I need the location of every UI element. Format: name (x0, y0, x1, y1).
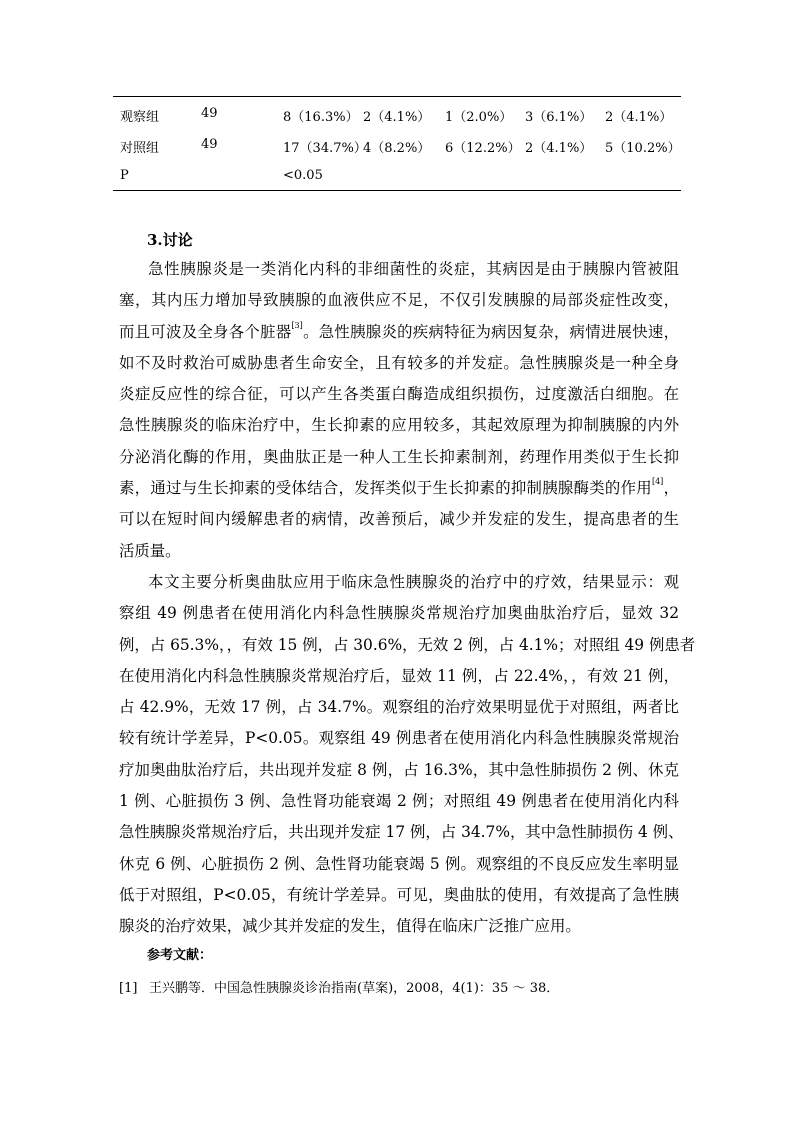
table-cell: 2（4.1%） (525, 141, 593, 156)
text-line: 腺炎的治疗效果，减少其并发症的发生，值得在临床广泛推广应用。 (119, 917, 581, 936)
table-row-p-value (113, 159, 681, 190)
discussion-paragraph-1 (119, 254, 679, 567)
text-segment: ， (663, 479, 679, 498)
table-cell: 49 (201, 137, 218, 152)
table-bottom-rule (113, 190, 681, 191)
table-cell: 5（10.2%） (605, 141, 681, 156)
table-row-observation (113, 97, 681, 128)
section-heading: 3.讨论 (147, 231, 193, 249)
reference-number: [1] (119, 981, 138, 996)
references-heading: 参考文献： (147, 948, 213, 963)
citation-4: [4] (651, 477, 664, 487)
text-line (119, 317, 679, 348)
text-line: 1 例、心脏损伤 3 例、急性肾功能衰竭 2 例；对照组 49 例患者在使用消化内科 (119, 792, 679, 811)
table-cell: 49 (201, 106, 218, 121)
text-line: 分泌消化酶的作用，奥曲肽正是一种人工生长抑素制剂，药理作用类似于生长抑 (119, 447, 679, 466)
discussion-paragraph-2 (119, 567, 696, 943)
text-segment: 而且可波及全身各个脏器 (119, 322, 292, 341)
text-line: 塞，其内压力增加导致胰腺的血液供应不足，不仅引发胰腺的局部炎症性改变， (119, 291, 679, 310)
citation-3: [3] (291, 320, 303, 330)
text-segment: 素，通过与生长抑素的受体结合，发挥类似于生长抑素的抑制胰腺酶类的作用 (119, 479, 652, 498)
text-line: 在使用消化内科急性胰腺炎常规治疗后，显效 11 例，占 22.4%，，有效 21 例， (119, 666, 679, 685)
reference-item (119, 977, 559, 996)
text-line: 急性胰腺炎的临床治疗中，生长抑素的应用较多，其起效原理为抑制胰腺的内外 (119, 416, 679, 435)
results-table (113, 96, 681, 191)
table-cell: 8（16.3%） (283, 110, 359, 125)
table-cell: 1（2.0%） (445, 110, 513, 125)
table-cell: 2（4.1%） (605, 110, 673, 125)
text-line (119, 473, 679, 504)
text-line: 如不及时救治可威胁患者生命安全，且有较多的并发症。急性胰腺炎是一种全身 (119, 353, 679, 372)
table-cell: 观察组 (120, 110, 160, 125)
reference-text: 王兴鹏等．中国急性胰腺炎诊治指南(草案)，2008，4(1)：35 ～ 38． (149, 981, 560, 996)
table-cell: 6（12.2%） (445, 141, 521, 156)
table-row-control (113, 128, 681, 159)
text-line: 急性胰腺炎常规治疗后，共出现并发症 17 例，占 34.7%，其中急性肺损伤 4 例、 (119, 823, 684, 842)
table-cell: <0.05 (283, 168, 323, 183)
text-segment: 。急性胰腺炎的疾病特征为病因复杂，病情进展快速， (302, 322, 679, 341)
table-cell: 4（8.2%） (363, 141, 431, 156)
text-line: 本文主要分析奥曲肽应用于临床急性胰腺炎的治疗中的疗效，结果显示：观 (148, 573, 679, 591)
text-line: 急性胰腺炎是一类消化内科的非细菌性的炎症，其病因是由于胰腺内管被阻 (148, 260, 679, 278)
table-cell: 对照组 (120, 141, 160, 156)
text-line: 低于对照组，P<0.05，有统计学差异。可见，奥曲肽的使用，有效提高了急性胰 (119, 885, 679, 904)
table-cell: 2（4.1%） (363, 110, 431, 125)
text-line: 较有统计学差异，P<0.05。观察组 49 例患者在使用消化内科急性胰腺炎常规治 (119, 729, 679, 748)
table-cell: 17（34.7%） (283, 141, 367, 156)
text-line: 活质量。 (119, 541, 181, 560)
table-cell: 3（6.1%） (525, 110, 593, 125)
text-line: 炎症反应性的综合征，可以产生各类蛋白酶造成组织损伤，过度激活白细胞。在 (119, 385, 679, 404)
text-line: 例，占 65.3%，，有效 15 例，占 30.6%，无效 2 例，占 4.1%；对照组 49 例患者 (119, 635, 696, 654)
text-line: 占 42.9%，无效 17 例，占 34.7%。观察组的治疗效果明显优于对照组，两者比 (119, 698, 679, 717)
text-line: 疗加奥曲肽治疗后，共出现并发症 8 例，占 16.3%，其中急性肺损伤 2 例、休克 (119, 760, 679, 779)
table-cell: P (120, 168, 129, 183)
text-line: 察组 49 例患者在使用消化内科急性胰腺炎常规治疗加奥曲肽治疗后，显效 32 (119, 604, 679, 623)
text-line: 休克 6 例、心脏损伤 2 例、急性肾功能衰竭 5 例。观察组的不良反应发生率明显 (119, 854, 679, 873)
text-line: 可以在短时间内缓解患者的病情，改善预后，减少并发症的发生，提高患者的生 (119, 510, 679, 529)
